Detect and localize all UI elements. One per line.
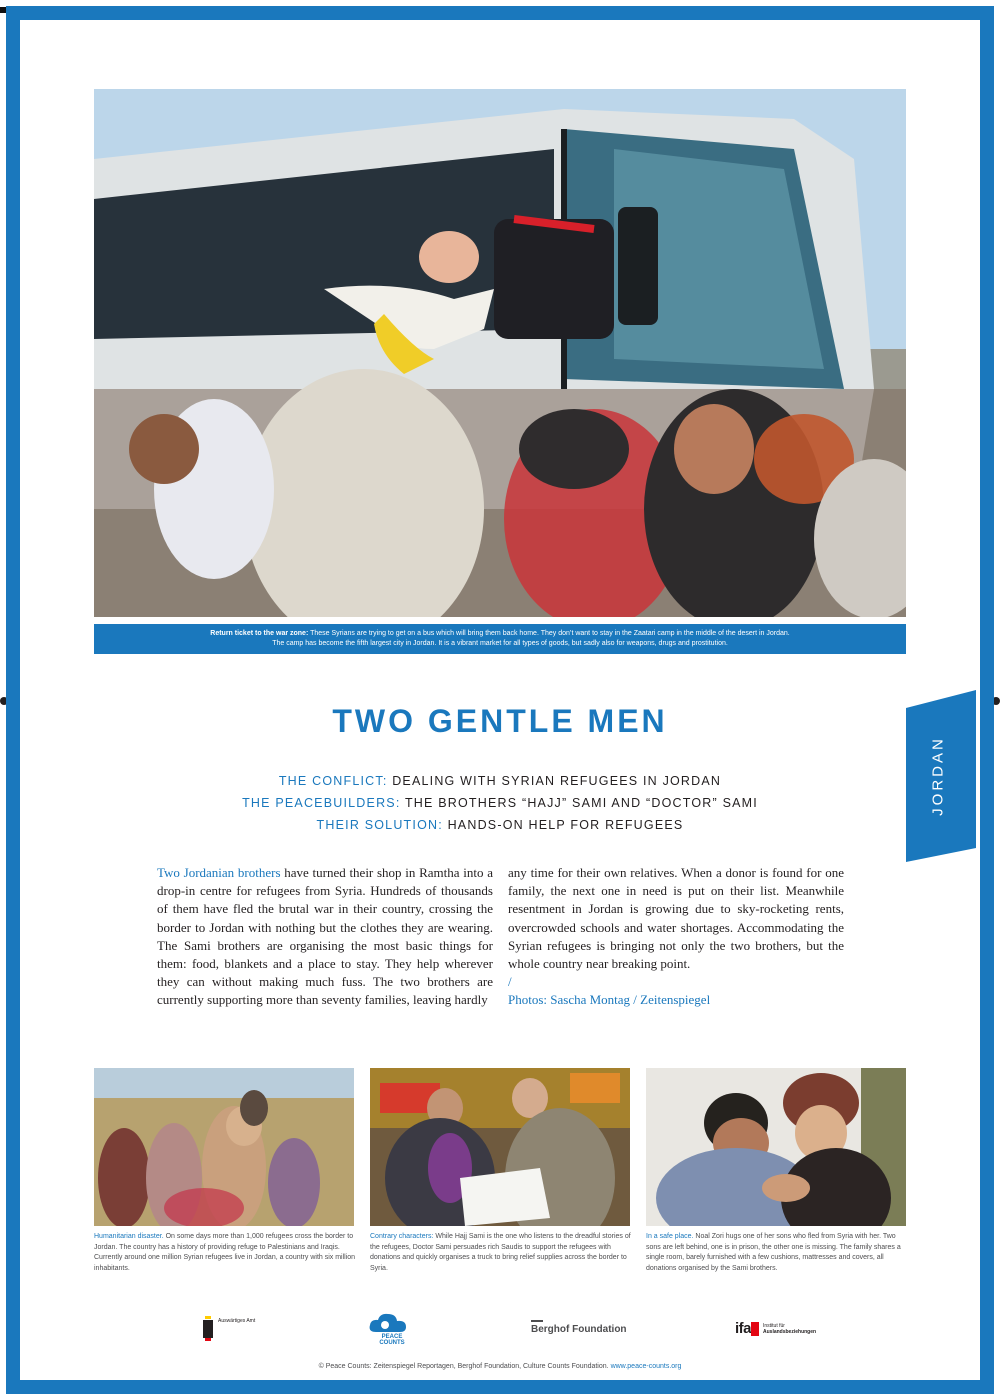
footer-text: © Peace Counts: Zeitenspiegel Reportagen, Berghof Foundation, Culture Counts Foundation. xyxy=(318,1363,609,1370)
body-text-1: have turned their shop in Ramtha into a drop-in centre for refugees from Syria. Hundreds of thousands of them have fled the brutal war in their country, crossing the border to Jordan with nothing but the clothes they are wearing. The Sami brothers are organising the most basic things for them: food, blankets and a place to stay. They help wherever they can without making much fuss. The two brothers are currently supporting more than seventy families, leaving hardly xyxy=(157,865,493,1008)
hero-caption-line-1 xyxy=(94,629,906,639)
subtitle-peacebuilders xyxy=(0,792,1000,814)
berghof-rule-icon xyxy=(531,1320,543,1322)
photo-refugees-border xyxy=(94,1068,354,1226)
ifa-logo xyxy=(735,1320,825,1342)
auswaertiges-amt-logo xyxy=(202,1316,272,1346)
photo-credit: Photos: Sascha Montag / Zeitenspiegel xyxy=(508,992,711,1008)
subtitle-value: DEALING WITH SYRIAN REFUGEES IN JORDAN xyxy=(392,774,722,788)
subtitle-key: THEIR SOLUTION: xyxy=(316,818,443,832)
ifa-text-1: Institut für xyxy=(763,1323,785,1329)
photo-caption-1 xyxy=(94,1232,356,1274)
caption-text: Noal Zori hugs one of her sons who fled from Syria with her. Two sons are left behind, one is in prison, the other one is missing. The family shares a single room, barely furnished with a few cushions, mattresses and covers, all donations organised by the Sami brothers. xyxy=(646,1233,901,1272)
berghof-text: Berghof Foundation xyxy=(531,1324,627,1335)
body-text-2: any time for their own relatives. When a donor is found for one family, the next one in need is put on their list. Meanwhile resentment in Jordan is growing due to sky-rocketing rents, overcrowded schools and water shortages. Accommodating the Syrian refugees is bringing not only the two brothers, but the whole country near breaking point. xyxy=(508,865,844,972)
peace-counts-logo xyxy=(366,1312,412,1348)
caption-lead: Humanitarian disaster. xyxy=(94,1233,164,1240)
body-column-1 xyxy=(157,864,493,1010)
photo-caption-3 xyxy=(646,1232,908,1274)
caption-lead: Contrary characters: xyxy=(370,1233,434,1240)
page-title: TWO GENTLE MEN xyxy=(332,703,668,739)
country-tab-label: JORDAN xyxy=(929,736,947,816)
subtitle-value: THE BROTHERS “HAJJ” SAMI AND “DOCTOR” SAMI xyxy=(404,796,758,810)
subtitle-value: HANDS-ON HELP FOR REFUGEES xyxy=(447,818,684,832)
eagle-icon xyxy=(202,1316,214,1342)
body-end-slash: / xyxy=(508,974,512,990)
berghof-foundation-logo xyxy=(531,1320,627,1340)
subtitle-conflict xyxy=(0,770,1000,792)
cloud-icon xyxy=(368,1312,408,1334)
footer-url[interactable]: www.peace-counts.org xyxy=(610,1363,682,1370)
body-column-2 xyxy=(508,864,844,1010)
hero-photo-caption xyxy=(94,624,906,654)
ifa-red-square-icon xyxy=(751,1322,759,1336)
subtitle-key: THE PEACEBUILDERS: xyxy=(242,796,401,810)
body-lead: Two Jordanian brothers xyxy=(157,865,281,880)
hero-caption-text-1: These Syrians are trying to get on a bus which will bring them back home. They don’t want to stay in the Zaatari camp in the middle of the desert in Jordan. xyxy=(310,630,790,637)
caption-text: While Hajj Sami is the one who listens to the dreadful stories of the refugees, Doctor Sami persuades rich Saudis to support the refugees with donations and quickly organises a truck to bring relief supplies across the border to Syria. xyxy=(370,1233,631,1272)
hero-caption-lead: Return ticket to the war zone: xyxy=(210,630,309,637)
auswaertiges-amt-text: Auswärtiges Amt xyxy=(218,1318,256,1324)
hero-photo-bus-boarding xyxy=(94,89,906,617)
photo-mother-hug xyxy=(646,1068,906,1226)
caption-lead: In a safe place. xyxy=(646,1233,694,1240)
ifa-mark: ifa xyxy=(735,1320,752,1337)
subtitle-solution xyxy=(0,814,1000,836)
ifa-text-2: Auslandsbeziehungen xyxy=(763,1329,817,1335)
caption-text: On some days more than 1,000 refugees cross the border to Jordan. The country has a history of providing refuge to Palestinians and Iraqis. Currently around one million Syrian refugees live in Jordan, a country with six million inhabitants. xyxy=(94,1233,356,1272)
footer-copyright xyxy=(0,1363,1000,1370)
subtitle-key: THE CONFLICT: xyxy=(278,774,388,788)
subtitle-block xyxy=(0,770,1000,836)
peace-counts-text: PEACE COUNTS xyxy=(379,1334,405,1346)
photo-brothers-shop xyxy=(370,1068,630,1226)
photo-caption-2 xyxy=(370,1232,632,1274)
hero-caption-text-2: The camp has become the fifth largest city in Jordan. It is a vibrant market for all types of goods, but sadly also for weapons, drugs and prostitution. xyxy=(272,640,728,647)
